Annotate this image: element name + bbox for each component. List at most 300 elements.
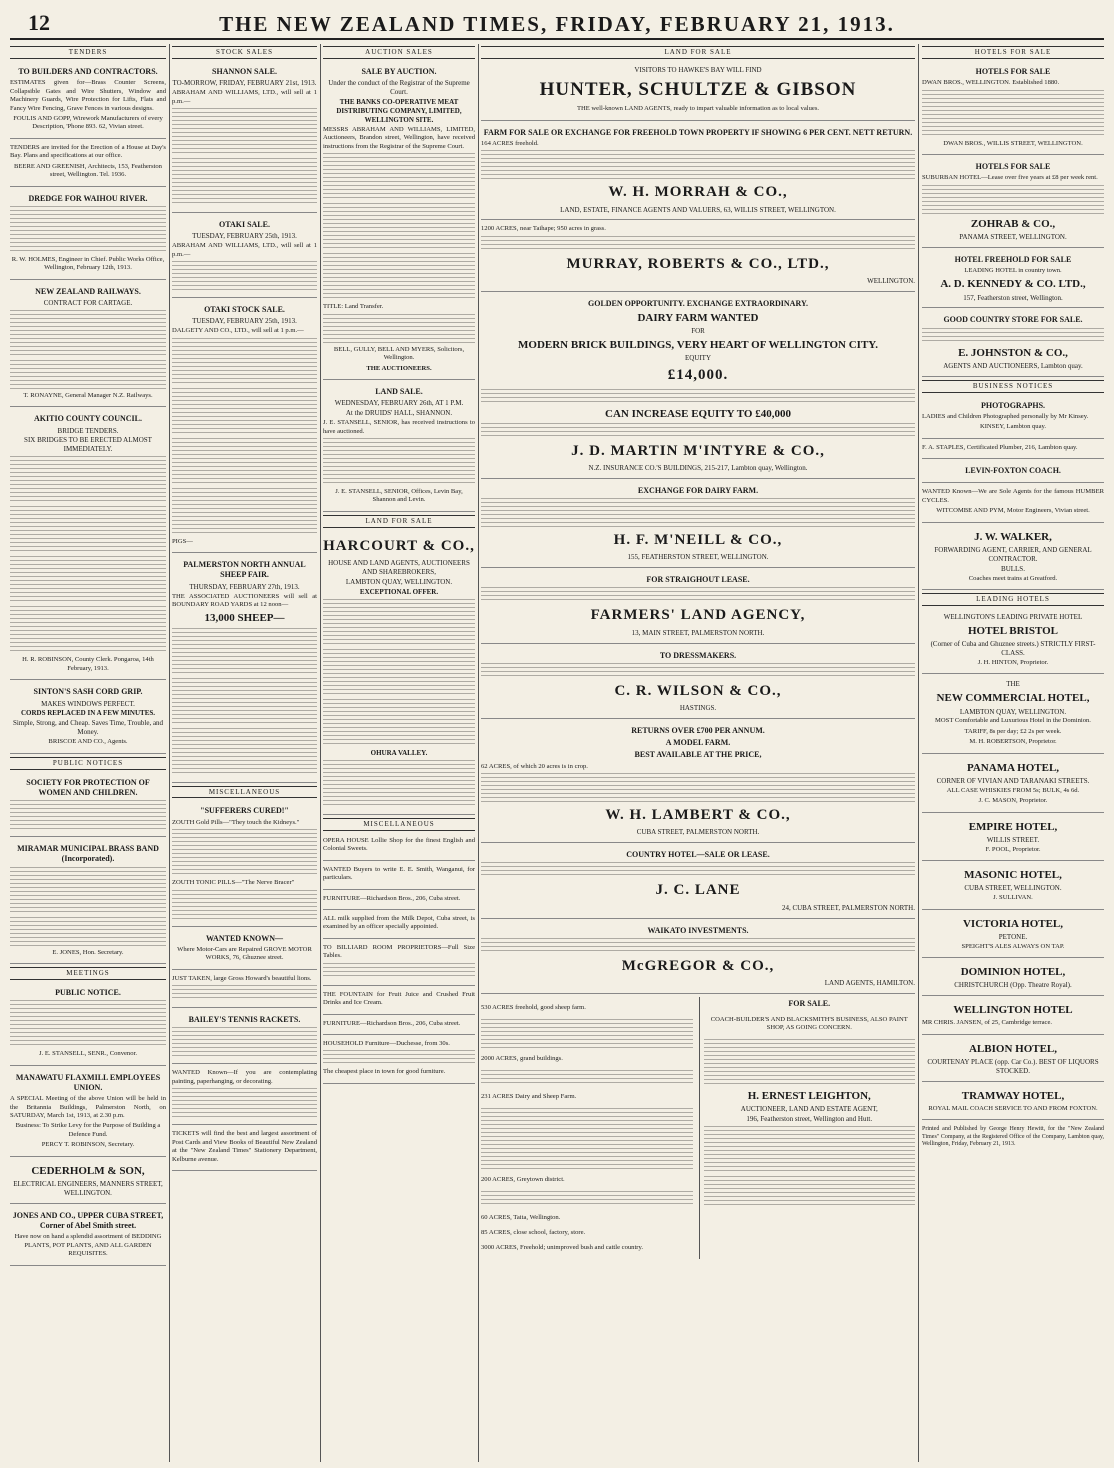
ad-body-text (172, 261, 317, 291)
ad-land-sale (323, 383, 475, 512)
ad-body-text (323, 203, 475, 251)
ad-heading: SOCIETY FOR PROTECTION OF WOMEN AND CHILDREN. (26, 777, 150, 797)
ad-body: TENDERS are invited for the Erection of a House at Day's Bay. Plans and specifications at our office. (10, 143, 166, 160)
column-divider (169, 44, 170, 1462)
ad-heading: OTAKI SALE. (219, 220, 270, 230)
ad-heading: H. F. M'NEILL & CO., (613, 531, 783, 548)
ad-palmerston-fair (172, 556, 317, 782)
ad-subheading: EXCEPTIONAL OFFER. (359, 587, 439, 596)
ad-body: 62 ACRES, of which 20 acres is in crop. (481, 762, 588, 770)
ad-mcgregor (481, 922, 915, 994)
ad-body-text (172, 985, 317, 1001)
ad-body: Have now on hand a splendid assortment of BEDDING PLANTS, POT PLANTS, AND ALL GARDEN REQUISITES. (14, 1233, 162, 1258)
ad-heading: FARMERS' LAND AGENCY, (590, 607, 806, 624)
ad-heading: £14,000. (667, 367, 729, 384)
ad-heading: MANAWATU FLAXMILL EMPLOYEES UNION. (15, 1072, 161, 1092)
ad-body-text (323, 253, 475, 301)
ad-body-text (481, 773, 915, 803)
ad-milk (323, 913, 475, 939)
ad-heading: DREDGE FOR WAIHOU RIVER. (28, 193, 148, 203)
ad-heading: DOMINION HOTEL, (960, 966, 1066, 979)
ad-heading: WAIKATO INVESTMENTS. (647, 925, 749, 935)
ad-body: LEADING HOTEL in country town. (964, 267, 1062, 274)
ad-subheading: THURSDAY, FEBRUARY 27th, 1913. (189, 582, 300, 591)
ad-wilson (481, 647, 915, 719)
ad-subheading: LAND, ESTATE, FINANCE AGENTS AND VALUERS, 63, WILLIS STREET, WELLINGTON. (560, 205, 836, 214)
ad-fountain (323, 989, 475, 1015)
ad-body: The cheapest place in town for good furniture. (323, 1068, 446, 1076)
ad-heading: PUBLIC NOTICE. (55, 988, 121, 998)
ad-subheading: HASTINGS. (679, 703, 717, 712)
ad-body-text (10, 360, 166, 390)
ad-body-text (172, 829, 317, 877)
ad-body-text (481, 150, 915, 180)
ad-heading: EXCHANGE FOR DAIRY FARM. (637, 485, 759, 495)
ad-body-text (704, 1039, 916, 1087)
ad-subheading: BULLS. (1001, 564, 1025, 573)
ad-subheading: BRIDGE TENDERS. (57, 426, 119, 435)
ad-subheading: LAMBTON QUAY, WELLINGTON. (345, 577, 453, 586)
ad-heading: SALE BY AUCTION. (361, 66, 437, 76)
ad-heading: DAIRY FARM WANTED (637, 312, 759, 325)
ad-tender-house (10, 142, 166, 187)
ad-body: ABRAHAM AND WILLIAMS, LTD., will sell at 1 p.m.— (172, 89, 317, 105)
column-stock-sales (172, 44, 317, 1462)
section-header-stock-sales: STOCK SALES (172, 46, 317, 59)
ad-heading: CAN INCREASE EQUITY TO £40,000 (605, 407, 791, 420)
ad-signature: DWAN BROS., WILLIS STREET, WELLINGTON. (943, 139, 1083, 147)
ad-body: DALGETY AND CO., LTD., will sell at 1 p.m.— (172, 327, 304, 335)
ad-subheading: MAKES WINDOWS PERFECT. (41, 699, 135, 708)
section-header-auction-sales: AUCTION SALES (323, 46, 475, 59)
ad-subheading: 157, Featherston street, Wellington. (963, 293, 1063, 302)
ad-subheading: At the DRUIDS' HALL, SHANNON. (345, 409, 453, 418)
ad-body-text (323, 438, 475, 486)
ad-subheading: EQUITY (684, 354, 712, 363)
ad-staples (922, 442, 1104, 459)
ad-heading: J. C. LANE (655, 882, 741, 899)
ad-heading: H. ERNEST LEIGHTON, (747, 1090, 871, 1103)
ad-heading: PANAMA HOTEL, (966, 761, 1060, 774)
ad-heading: HOTEL BRISTOL (968, 625, 1058, 638)
ad-manawatu (10, 1069, 166, 1157)
ad-subheading: THE BANKS CO-OPERATIVE MEAT DISTRIBUTING COMPANY, LIMITED, WELLINGTON SITE. (336, 98, 462, 124)
ad-body: THE FOUNTAIN for Fruit Juice and Crushed Fruit Drinks and Ice Cream. (323, 990, 475, 1007)
section-header-leading-hotels: LEADING HOTELS (922, 593, 1104, 606)
ad-signature: H. R. ROBINSON, County Clerk. Pongaroa, 14th February, 1913. (22, 656, 154, 672)
ad-subheading: CORNER OF VIVIAN AND TARANAKI STREETS. (936, 776, 1090, 785)
ad-wellington-hotel (922, 999, 1104, 1035)
ad-body: ALL CASE WHISKIES FROM 5s; BULK, 4s 6d. (946, 786, 1080, 794)
ad-signature: WITCOMBE AND PYM, Motor Engineers, Vivian street. (936, 507, 1090, 515)
ad-lambert (481, 722, 915, 843)
ad-body-text (172, 388, 317, 436)
ad-heading: W. H. MORRAH & CO., (608, 184, 788, 201)
ad-otaki-stock (172, 301, 317, 553)
ad-body: TITLE: Land Transfer. (323, 303, 384, 311)
ad-heading: ZOHRAB & CO., (970, 217, 1056, 230)
ad-heading: LAND SALE. (375, 387, 423, 397)
ad-body: COACH-BUILDER'S AND BLACKSMITH'S BUSINESS, ALSO PAINT SHOP, AS GOING CONCERN. (710, 1015, 908, 1032)
section-header-hotels-for-sale: HOTELS FOR SALE (922, 46, 1104, 59)
ad-signature: T. RONAYNE, General Manager N.Z. Railways. (23, 391, 153, 399)
ad-heading: PALMERSTON NORTH ANNUAL SHEEP FAIR. (183, 560, 306, 580)
ad-body-text (481, 389, 915, 405)
ad-heading: BEST AVAILABLE AT THE PRICE, (634, 750, 762, 760)
ad-body: JUST TAKEN, large Gross Howard's beautiful lions. (172, 974, 312, 982)
ad-body-text (704, 1176, 916, 1206)
ad-signature: J. E. STANSELL, SENR., Convenor. (38, 1050, 137, 1058)
ad-dominion (922, 961, 1104, 996)
ad-body-text (481, 663, 915, 679)
ad-sufferers (172, 802, 317, 926)
ad-body: MR CHRIS. JANSEN, of 25, Cambridge terrace. (922, 1019, 1053, 1027)
ad-subheading: ELECTRICAL ENGINEERS, MANNERS STREET, WELLINGTON. (13, 1179, 163, 1197)
ad-body: FURNITURE—Richardson Bros., 206, Cuba street. (323, 1019, 461, 1027)
ad-farmers (481, 571, 915, 643)
ad-body: 2000 ACRES, grand buildings. (481, 1055, 563, 1063)
ad-body-text (172, 158, 317, 206)
ad-body: MESSRS ABRAHAM AND WILLIAMS, LIMITED, Auctioneers, Brandon street, Wellington, have received instructions from the Registrar of the Supreme Court. (323, 125, 475, 150)
ad-furniture-2 (323, 1018, 475, 1035)
ad-sintons (10, 683, 166, 753)
ad-body-text (481, 423, 915, 439)
ad-akitio (10, 410, 166, 680)
ad-heading: HOTELS FOR SALE (975, 162, 1051, 172)
ad-heading: LEVIN-FOXTON COACH. (965, 466, 1061, 476)
ad-body-text (172, 438, 317, 486)
ad-subheading: HOUSE AND LAND AGENTS, AUCTIONEERS AND SHAREBROKERS, (328, 559, 470, 576)
ad-signature: BRISCOE AND CO., Agents. (48, 738, 128, 746)
ad-heading: C. R. WILSON & CO., (614, 682, 782, 699)
ad-heading: FARM FOR SALE OR EXCHANGE FOR FREEHOLD TOWN PROPERTY IF SHOWING 6 PER CENT. NETT RETURN. (483, 127, 913, 137)
ad-johnston (922, 311, 1104, 376)
ad-heading: BAILEY'S TENNIS RACKETS. (188, 1015, 301, 1025)
ad-heading: HARCOURT & CO., (323, 537, 475, 554)
ad-martin (481, 295, 915, 479)
ad-subheading: Under the conduct of the Registrar of the Supreme Court. (328, 79, 470, 97)
ad-morrah (481, 124, 915, 221)
section-header-tenders: TENDERS (10, 46, 166, 59)
ad-shannon-sale (172, 63, 317, 213)
section-header-miscellaneous: MISCELLANEOUS (323, 818, 475, 831)
ad-body-text (323, 963, 475, 979)
ad-subheading: WELLINGTON. (867, 277, 915, 286)
ad-body-text (10, 606, 166, 654)
column-tenders (10, 44, 166, 1462)
ad-heading: HUNTER, SCHULTZE & GIBSON (539, 78, 857, 100)
ad-body: 530 ACRES freehold, good sheep farm. (481, 1003, 586, 1011)
ad-signature: M. H. ROBERTSON, Proprietor. (969, 738, 1057, 746)
ad-subheading: 196, Featherston street, Wellington and Hutt. (746, 1115, 873, 1124)
ad-body: TARIFF, 8s per day; £2 2s per week. (964, 727, 1062, 735)
ad-subheading: OHURA VALLEY. (370, 748, 428, 757)
ad-body-text (481, 1191, 693, 1207)
ad-heading: NEW ZEALAND RAILWAYS. (35, 286, 141, 296)
ad-signature: F. POOL, Proprietor. (985, 845, 1041, 853)
ad-body-text (481, 587, 915, 603)
ad-subheading: CHRISTCHURCH (Opp. Theatre Royal). (954, 981, 1072, 990)
ad-body-text (10, 206, 166, 254)
ad-body: THE well-known LAND AGENTS, ready to impart valuable information as to local values. (576, 105, 820, 113)
ad-signature: J. E. STANSELL, SENIOR, Offices, Levin Bay, Shannon and Levin. (335, 488, 463, 504)
column-hotels (922, 44, 1104, 1462)
ad-walker (922, 526, 1104, 590)
ad-heading: J. D. MARTIN M'INTYRE & CO., (571, 442, 825, 459)
ad-subheading: THE (1006, 680, 1020, 689)
ad-hunter (481, 63, 915, 121)
ad-railways (10, 283, 166, 408)
ad-body-text (10, 310, 166, 358)
ad-heading: MODERN BRICK BUILDINGS, VERY HEART OF WELLINGTON CITY. (518, 339, 878, 352)
ad-subheading: TUESDAY, FEBRUARY 25th, 1913. (192, 317, 297, 326)
ad-body-text (922, 185, 1104, 215)
ad-body-text (323, 699, 475, 747)
ad-body: 85 ACRES, close school, factory, store. (481, 1229, 586, 1237)
ad-harcourt (323, 532, 475, 815)
ad-body-text (323, 760, 475, 808)
ad-heading: McGREGOR & CO., (621, 957, 775, 974)
ad-subheading: WEDNESDAY, FEBRUARY 26th, AT 1 P.M. (334, 399, 464, 408)
ad-furniture (323, 893, 475, 910)
masthead-rule (10, 38, 1104, 40)
ad-body: WANTED Buyers to write E. E. Smith, Wanganui, for particulars. (323, 865, 475, 882)
ad-heading: TRAMWAY HOTEL, (961, 1089, 1065, 1102)
ad-body: SPEIGHT'S ALES ALWAYS ON TAP. (961, 942, 1065, 950)
ad-heading: COUNTRY HOTEL—SALE OR LEASE. (626, 850, 770, 860)
ad-masonic (922, 864, 1104, 909)
ad-murray (481, 223, 915, 292)
column-land-for-sale (481, 44, 915, 1462)
ad-heading: "SUFFERERS CURED!" (200, 806, 289, 816)
ad-grove-motor (172, 930, 317, 970)
ad-heading: A MODEL FARM. (665, 738, 731, 748)
ad-heading: 13,000 SHEEP— (204, 612, 285, 625)
column-auction-sales (323, 44, 475, 1462)
ad-empire (922, 816, 1104, 861)
ad-body: WANTED Known—If you are contemplating painting, paperhanging, or decorating. (172, 1069, 317, 1085)
ad-body-text (704, 1126, 916, 1174)
ad-subheading: FOR (691, 327, 705, 336)
ad-signature: R. W. HOLMES, Engineer in Chief. Public Works Office, Wellington, February 12th, 1913. (11, 255, 165, 272)
ad-heading: SINTON'S SASH CORD GRIP. (33, 687, 143, 697)
ad-body: Coaches meet trains at Greatford. (968, 574, 1058, 582)
ad-body: DWAN BROS., WELLINGTON. Established 1880. (922, 79, 1060, 87)
ad-signature: BEERE AND GREENISH, Architects, 153, Featherston street, Wellington. Tel. 1936. (14, 162, 162, 179)
ad-body: ESTIMATES given for—Brass Counter Screens, Collapsible Gates and Wire Shutters, Window and Machinery Guards, Wire Protection for Lifts, Flats and Fancy Wire Fencing, Grave Fences in various designs. (10, 79, 166, 112)
ad-heading: EMPIRE HOTEL, (968, 820, 1058, 833)
ad-heading: TO BUILDERS AND CONTRACTORS. (18, 66, 158, 76)
ad-heading: VICTORIA HOTEL, (962, 917, 1064, 930)
ad-body: 231 ACRES Dairy and Sheep Farm. (481, 1092, 577, 1100)
ad-subheading: Simple, Strong, and Cheap. Saves Time, Trouble, and Money. (12, 719, 164, 737)
ad-wanted-buyers (323, 864, 475, 890)
ad-body: J. E. STANSELL, SENIOR, has received instructions to have auctioned. (323, 419, 475, 435)
ad-subheading: LAND AGENTS, HAMILTON. (824, 978, 915, 987)
ad-heading: NEW COMMERCIAL HOTEL, (936, 692, 1090, 705)
ad-signature: BELL, GULLY, BELL AND MYERS, Solicitors, Wellington. (333, 345, 465, 362)
ad-body: PIGS— (172, 537, 193, 545)
ad-body-text (922, 328, 1104, 344)
ad-subheading: 155, FEATHERSTON STREET, WELLINGTON. (627, 553, 769, 562)
ad-subheading: 13, MAIN STREET, PALMERSTON NORTH. (631, 628, 765, 637)
bottom-right-ads (699, 997, 916, 1259)
ad-heading: FOR STRAIGHOUT LEASE. (646, 575, 750, 585)
ad-subheading: CUBA STREET, WELLINGTON. (964, 884, 1062, 893)
ad-society (10, 774, 166, 837)
ad-subheading: 24, CUBA STREET, PALMERSTON NORTH. (781, 903, 915, 912)
ad-body-text (172, 338, 317, 386)
ad-decorating (172, 1067, 317, 1125)
ad-body-text (172, 628, 317, 676)
ad-signature: J. SULLIVAN. (993, 894, 1033, 902)
ad-body: ABRAHAM AND WILLIAMS, LTD., will sell at 1 p.m.— (172, 242, 317, 258)
ad-body-text (172, 890, 317, 920)
ad-postcards (172, 1128, 317, 1171)
ad-subheading: PETONE. (998, 932, 1028, 941)
ad-body: ZOUTH Gold Pills—"They touch the Kidneys." (172, 818, 300, 826)
ad-body: OPERA HOUSE Lollie Shop for the finest English and Colonial Sweets. (323, 836, 475, 853)
ad-heading: AKITIO COUNTY COUNCIL. (34, 414, 142, 424)
ad-heading: OTAKI STOCK SALE. (204, 305, 285, 315)
ad-body-text (323, 1050, 475, 1066)
ad-body-text (172, 678, 317, 726)
ad-household (323, 1038, 475, 1084)
ad-body-text (922, 90, 1104, 138)
ad-heading: MURRAY, ROBERTS & CO., LTD., (566, 255, 830, 272)
ad-heading: J. W. WALKER, (974, 530, 1052, 543)
ad-heading: HOTEL FREEHOLD FOR SALE (954, 254, 1072, 264)
ad-heading: PHOTOGRAPHS. (980, 400, 1046, 410)
ad-miramar (10, 840, 166, 964)
ad-subheading: SIX BRIDGES TO BE ERECTED ALMOST IMMEDIATELY. (24, 436, 152, 454)
ad-heading: HOTELS FOR SALE (975, 66, 1051, 76)
ad-body-text (323, 153, 475, 201)
column-divider (918, 44, 919, 1462)
ad-heading: SHANNON SALE. (212, 66, 277, 76)
ad-kennedy (922, 251, 1104, 309)
section-header-business-notices: BUSINESS NOTICES (922, 380, 1104, 393)
ad-body: Business: To Strike Levy for the Purpose of Building a Defence Fund. (15, 1122, 161, 1138)
ad-signature: E. JONES, Hon. Secretary. (52, 948, 124, 956)
ad-body: WANTED Known—We are Sole Agents for the famous HUMBER CYCLES. (922, 488, 1104, 504)
ad-signature: KINSEY, Lambton quay. (979, 423, 1047, 431)
ad-heading: WELLINGTON HOTEL (953, 1004, 1073, 1017)
ad-heading: A. D. KENNEDY & CO. LTD., (940, 278, 1086, 291)
ad-subheading: FORWARDING AGENT, CARRIER, AND GENERAL CONTRACTOR. (934, 545, 1092, 563)
ad-body-text (10, 1000, 166, 1048)
ad-body: LADIES and Children Photographed personally by Mr Kinsey. (922, 412, 1089, 420)
ad-subheading: TO-MORROW, FRIDAY, FEBRUARY 21st, 1913. (172, 79, 317, 88)
ad-body-text (481, 1108, 693, 1138)
ad-zohrab (922, 158, 1104, 248)
ad-heading: E. JOHNSTON & CO., (958, 346, 1068, 359)
ad-signature: THE AUCTIONEERS. (366, 364, 432, 372)
ad-otaki-sale (172, 216, 317, 298)
ad-body-text (10, 556, 166, 604)
ad-subheading: N.Z. INSURANCE CO.'S BUILDINGS, 215-217, Lambton quay, Wellington. (588, 463, 808, 472)
ad-body: THE ASSOCIATED AUCTIONEERS will sell at BOUNDARY ROAD YARDS at 12 noon— (172, 592, 317, 608)
ad-subheading: WILLIS STREET. (986, 835, 1040, 844)
ad-body: ALL milk supplied from the Milk Depot, Cuba street, is examined by an officer specially appointed. (323, 914, 475, 931)
bottom-split (481, 997, 915, 1259)
ad-body: 60 ACRES, Taita, Wellington. (481, 1214, 561, 1221)
ad-heading: MIRAMAR MUNICIPAL BRASS BAND (Incorporated). (17, 844, 159, 864)
ad-body-text (481, 1019, 693, 1049)
section-header-land-for-sale: LAND FOR SALE (323, 515, 475, 528)
ad-body-text (481, 862, 915, 878)
ad-subheading: AGENTS AND AUCTIONEERS, Lambton quay. (943, 361, 1083, 370)
ad-body-text (172, 1027, 317, 1057)
newspaper-title: THE NEW ZEALAND TIMES, FRIDAY, FEBRUARY 21, 1913. (219, 12, 895, 36)
ad-body-text (481, 236, 915, 252)
ad-heading: CEDERHOLM & SON, (31, 1164, 145, 1177)
bottom-left-ads (481, 997, 693, 1259)
ad-subheading: WELLINGTON'S LEADING PRIVATE HOTEL (943, 613, 1083, 622)
ad-billiard (323, 942, 475, 986)
ad-body: ZOUTH TONIC PILLS—"The Nerve Bracer" (172, 879, 295, 887)
ad-body-text (172, 1088, 317, 1118)
ad-subheading: LAMBTON QUAY, WELLINGTON. (959, 707, 1067, 716)
ad-body: TO BILLIARD ROOM PROPRIETORS—Full Size Tables. (323, 943, 475, 960)
ad-subheading: AUCTIONEER, LAND AND ESTATE AGENT, (740, 1105, 878, 1114)
ad-body: 200 ACRES, Greytown district. (481, 1176, 565, 1184)
ad-heading: ALBION HOTEL, (968, 1042, 1058, 1055)
ad-witcombe (922, 486, 1104, 522)
ad-signature: FOULIS AND GOPP, Wirework Manufacturers of every Description, 'Phone 893. 62, Vivian street. (13, 114, 163, 131)
section-header-meetings: MEETINGS (10, 967, 166, 980)
ad-subheading: CUBA STREET, PALMERSTON NORTH. (636, 828, 760, 837)
ad-bristol (922, 610, 1104, 674)
ad-subheading: CORDS REPLACED IN A FEW MINUTES. (20, 709, 156, 718)
ad-meat-company (323, 63, 475, 380)
ad-heading: GOOD COUNTRY STORE FOR SALE. (943, 315, 1083, 325)
ad-signature: J. C. MASON, Proprietor. (978, 797, 1048, 805)
page-number: 12 (28, 10, 50, 35)
ad-signature: J. H. HINTON, Proprietor. (977, 659, 1049, 667)
ad-body: ROYAL MAIL COACH SERVICE TO AND FROM FOXTON. (928, 1104, 1098, 1112)
imprint: Printed and Published by George Henry Hewitt, for the "New Zealand Times" Company, at the Registered Office of the Company, Lambton quay, Wellington, Friday, February 21, 1913. (922, 1126, 1104, 1148)
ad-body: F. A. STAPLES, Certificated Plumber, 216, Lambton quay. (922, 443, 1078, 451)
ad-subheading: VISITORS TO HAWKE'S BAY WILL FIND (634, 65, 762, 74)
ad-just-taken (172, 973, 317, 1008)
ad-body: SUBURBAN HOTEL—Lease over five years at £8 per week rent. (922, 174, 1098, 182)
ad-subheading: (Corner of Cuba and Ghuznee streets.) STRICTLY FIRST-CLASS. (930, 640, 1096, 658)
ad-levin-coach (922, 462, 1104, 483)
ad-body-text (481, 498, 915, 528)
ad-body: 1200 ACRES, near Taihape; 950 acres in grass. (481, 225, 606, 233)
ad-body-text (481, 938, 915, 954)
ad-body-text (10, 867, 166, 915)
ad-body-text (10, 456, 166, 504)
ad-opera-lollie (323, 835, 475, 861)
ad-body-text (172, 488, 317, 536)
ad-body: 164 ACRES freehold. (481, 139, 539, 147)
section-header-miscellaneous: MISCELLANEOUS (172, 786, 317, 799)
ad-subheading: COURTENAY PLACE (opp. Car Co.). BEST OF LIQUORS STOCKED. (927, 1057, 1099, 1075)
ad-subheading: TUESDAY, FEBRUARY 25th, 1913. (192, 232, 297, 241)
ad-heading: MASONIC HOTEL, (964, 869, 1062, 882)
ad-body-text (172, 728, 317, 776)
ad-body: A SPECIAL Meeting of the above Union will be held in the Britannia Buildings, Palmerston North, on SATURDAY, March 1st, 1913, at 2.30 p.m. (10, 1095, 166, 1120)
ad-heading: GOLDEN OPPORTUNITY. EXCHANGE EXTRAORDINARY. (588, 299, 808, 309)
ad-signature: PERCY T. ROBINSON, Secretary. (41, 1141, 135, 1149)
ad-public-notice (10, 984, 166, 1066)
ad-body-text (323, 314, 475, 344)
ad-body: FURNITURE—Richardson Bros., 206, Cuba street. (323, 894, 461, 902)
ad-body-text (10, 506, 166, 554)
ad-body-text (481, 1140, 693, 1170)
